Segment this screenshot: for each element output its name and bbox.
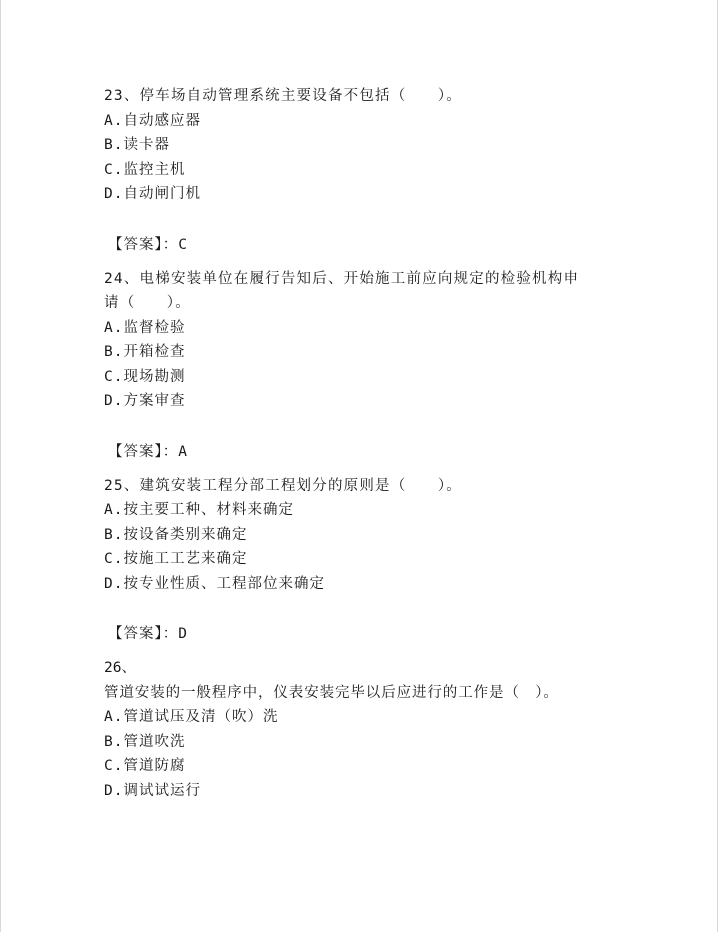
question-text-line-1: 24、电梯安装单位在履行告知后、开始施工前应向规定的检验机构申 — [104, 270, 580, 287]
answer-line: 【答案】：D — [108, 626, 188, 642]
option-b: B.按设备类别来确定 — [104, 526, 248, 543]
question-number: 26、 — [104, 660, 136, 676]
option-d: D.方案审查 — [104, 393, 186, 409]
option-b: B.开箱检查 — [104, 344, 186, 360]
option-b: B.读卡器 — [104, 137, 170, 153]
question-23 — [104, 84, 624, 267]
option-d: D.自动闸门机 — [104, 186, 201, 202]
question-25 — [104, 474, 624, 657]
answer-line: 【答案】：A — [108, 443, 188, 460]
question-24 — [104, 267, 624, 474]
question-26 — [104, 656, 624, 803]
question-text: 25、建筑安装工程分部工程划分的原则是（ ）。 — [104, 477, 463, 494]
option-b: B.管道吹洗 — [104, 733, 186, 750]
question-text: 23、停车场自动管理系统主要设备不包括（ ）。 — [104, 88, 463, 104]
option-c: C.现场勘测 — [104, 368, 186, 385]
option-c: C.监控主机 — [104, 161, 186, 178]
page-edge-right — [717, 0, 718, 932]
option-a: A.自动感应器 — [104, 112, 201, 129]
option-d: D.调试试运行 — [104, 782, 201, 799]
option-c: C.管道防腐 — [104, 758, 186, 774]
page-edge-left — [0, 0, 1, 932]
question-text-line-2: 请（ ）。 — [104, 295, 191, 311]
option-a: A.监督检验 — [104, 319, 186, 336]
option-d: D.按专业性质、工程部位来确定 — [104, 575, 325, 592]
option-c: C.按施工工艺来确定 — [104, 551, 248, 567]
option-a: A.按主要工种、材料来确定 — [104, 502, 294, 518]
option-a: A.管道试压及清（吹）洗 — [104, 709, 279, 725]
answer-line: 【答案】：C — [108, 236, 188, 253]
question-text: 管道安装的一般程序中，仪表安装完毕以后应进行的工作是（ ）。 — [104, 684, 559, 701]
document-body — [104, 84, 624, 803]
